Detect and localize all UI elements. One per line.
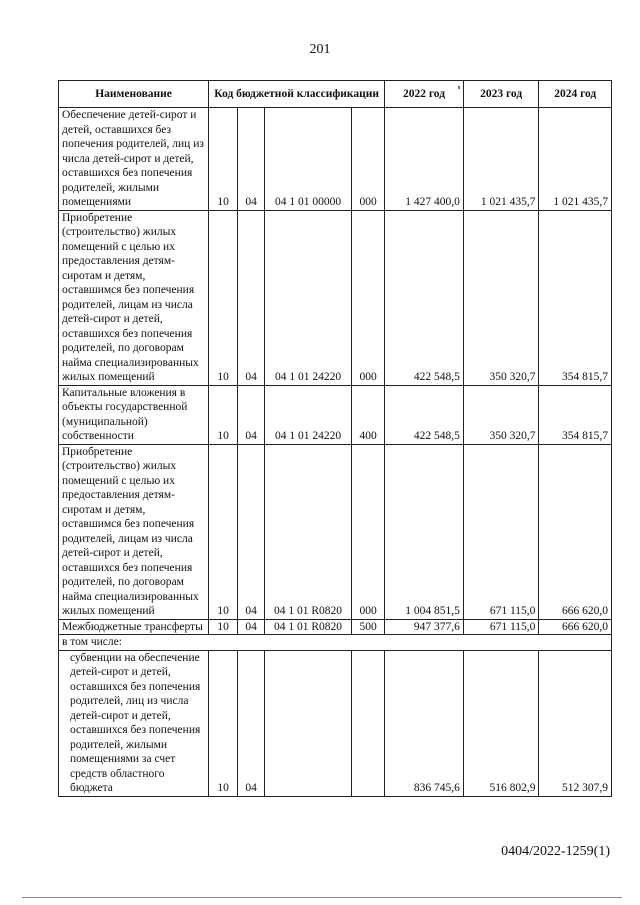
row-section: 10 bbox=[209, 108, 238, 211]
row-value-2022: 836 745,6 bbox=[385, 650, 464, 796]
header-row bbox=[59, 81, 612, 108]
row-value-2023: 350 320,7 bbox=[463, 210, 539, 385]
row-value-2023: 350 320,7 bbox=[463, 385, 539, 444]
row-target-article: 04 1 01 24220 bbox=[265, 385, 352, 444]
row-value-2024: 666 620,0 bbox=[539, 444, 612, 619]
row-name: Обеспечение детей-сирот и детей, оставшихся без попечения родителей, лиц из числа детей-сирот и детей, оставшихся без попечения родителей, жилыми помещениями bbox=[59, 108, 209, 211]
row-value-2022: 422 548,5 bbox=[385, 210, 464, 385]
row-section: 10 bbox=[209, 444, 238, 619]
row-value-2024: 354 815,7 bbox=[539, 385, 612, 444]
document-id: 0404/2022-1259(1) bbox=[501, 844, 610, 859]
row-value-2022: 422 548,5 bbox=[385, 385, 464, 444]
row-target-article: 04 1 01 00000 bbox=[265, 108, 352, 211]
row-subsection: 04 bbox=[238, 650, 265, 796]
page-number: 201 bbox=[309, 42, 331, 57]
row-value-2023: 1 021 435,7 bbox=[463, 108, 539, 211]
row-name: в том числе: bbox=[59, 635, 612, 651]
header-2022: 2022 год bbox=[385, 81, 464, 108]
row-value-2022: 1 004 851,5 bbox=[385, 444, 464, 619]
row-name: субвенции на обеспечение детей-сирот и детей, оставшихся без попечения родителей, лиц из числа детей-сирот и детей, оставшихся без попечения родителей, жилыми помещениями за счет средств областного бюджета bbox=[70, 651, 201, 794]
row-expense-type: 000 bbox=[352, 444, 385, 619]
table-row bbox=[59, 210, 612, 385]
row-name: Межбюджетные трансферты bbox=[59, 619, 209, 635]
table-row bbox=[59, 619, 612, 635]
row-name: Приобретение (строительство) жилых помещений с целью их предоставления детям-сиротам и детям, оставшимся без попечения родителей, лицам из числа детей-сирот и детей, оставшихся без попечения родителей, по договорам найма специализированных жилых помещений bbox=[59, 210, 209, 385]
row-subsection: 04 bbox=[238, 108, 265, 211]
row-value-2024: 1 021 435,7 bbox=[539, 108, 612, 211]
row-target-article: 04 1 01 24220 bbox=[265, 210, 352, 385]
header-2023: 2023 год bbox=[463, 81, 539, 108]
table-row bbox=[59, 108, 612, 211]
row-expense-type: 000 bbox=[352, 108, 385, 211]
table-row bbox=[59, 385, 612, 444]
row-value-2023: 671 115,0 bbox=[463, 619, 539, 635]
budget-table bbox=[58, 80, 612, 797]
row-value-2024: 354 815,7 bbox=[539, 210, 612, 385]
row-section: 10 bbox=[209, 619, 238, 635]
row-name: Приобретение (строительство) жилых помещений с целью их предоставления детям-сиротам и детям, оставшимся без попечения родителей, лицам из числа детей-сирот и детей, оставшихся без попечения родителей, по договорам найма специализированных жилых помещений bbox=[59, 444, 209, 619]
row-target-article: 04 1 01 R0820 bbox=[265, 619, 352, 635]
row-value-2024: 512 307,9 bbox=[539, 650, 612, 796]
row-subsection: 04 bbox=[238, 619, 265, 635]
row-value-2022: 1 427 400,0 bbox=[385, 108, 464, 211]
row-expense-type bbox=[352, 650, 385, 796]
row-section: 10 bbox=[209, 210, 238, 385]
row-name-cell bbox=[59, 650, 209, 796]
table-row bbox=[59, 444, 612, 619]
row-expense-type: 000 bbox=[352, 210, 385, 385]
row-section: 10 bbox=[209, 385, 238, 444]
row-value-2022: 947 377,6 bbox=[385, 619, 464, 635]
row-expense-type: 500 bbox=[352, 619, 385, 635]
row-value-2023: 516 802,9 bbox=[463, 650, 539, 796]
row-target-article: 04 1 01 R0820 bbox=[265, 444, 352, 619]
table-row bbox=[59, 650, 612, 796]
header-code: Код бюджетной классификации bbox=[209, 81, 385, 108]
row-value-2024: 666 620,0 bbox=[539, 619, 612, 635]
row-subsection: 04 bbox=[238, 444, 265, 619]
footer-divider bbox=[22, 897, 622, 898]
row-subsection: 04 bbox=[238, 210, 265, 385]
header-name: Наименование bbox=[59, 81, 209, 108]
row-section: 10 bbox=[209, 650, 238, 796]
row-target-article bbox=[265, 650, 352, 796]
row-expense-type: 400 bbox=[352, 385, 385, 444]
row-subsection: 04 bbox=[238, 385, 265, 444]
table-row bbox=[59, 635, 612, 651]
row-name: Капитальные вложения в объекты государственной (муниципальной) собственности bbox=[59, 385, 209, 444]
header-2024: 2024 год bbox=[539, 81, 612, 108]
row-value-2023: 671 115,0 bbox=[463, 444, 539, 619]
